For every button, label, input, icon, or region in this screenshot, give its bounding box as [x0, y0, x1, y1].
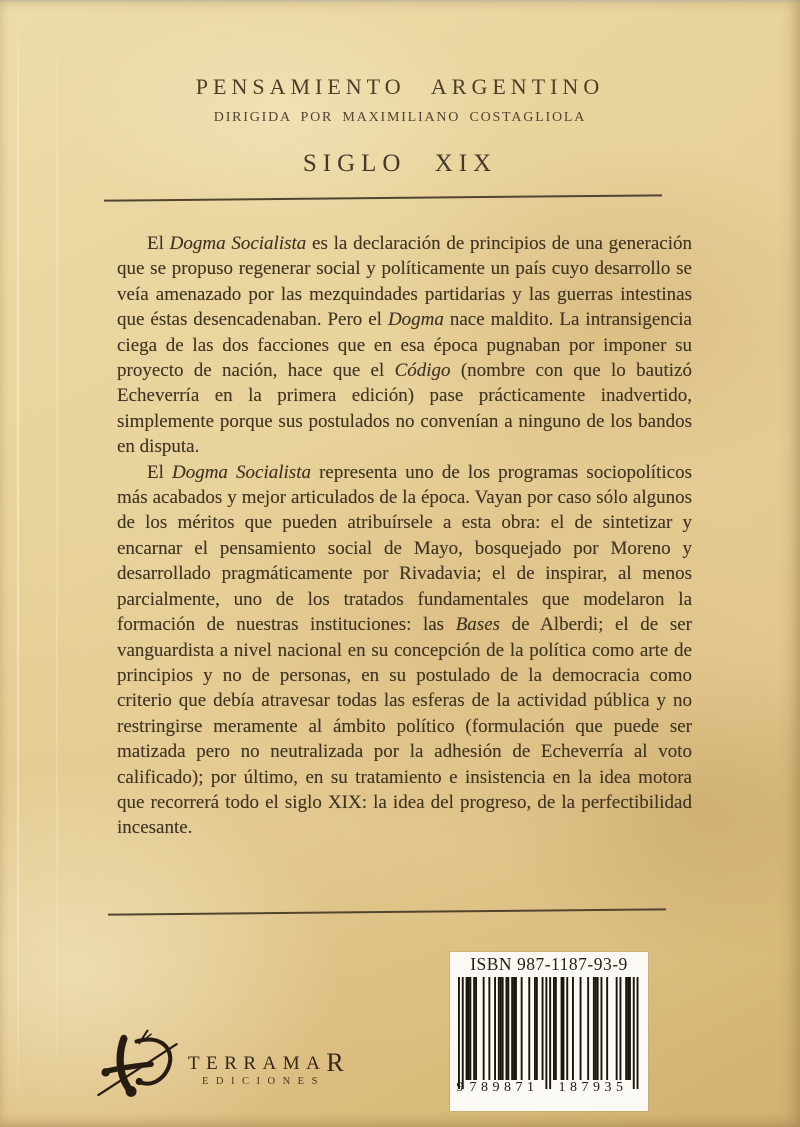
isbn-label: ISBN 987-1187-93-9 [470, 954, 628, 974]
ean13-barcode [454, 977, 644, 1091]
publisher-name-main: TERRAMA [188, 1053, 327, 1074]
isbn-barcode-block [450, 952, 648, 1111]
volume-title: SIGLO XIX [302, 150, 498, 177]
series-director: DIRIGIDA POR MAXIMILIANO COSTAGLIOLA [213, 110, 587, 125]
blurb-paragraph-1: El Dogma Socialista es la declaración de principios de una generación que se propuso regenerar social y políticamente un país cuyo desarrollo se veía amenazado por las mezquindades partidarias y las guerras intestinas que éstas desencadenaban. Pero el Dogma nace maldito. La intransigencia ciega de las dos facciones que en esa época pugnaban por imponer su proyecto de nación, hace que el Código (nombre con que lo bautizó Echeverría en la primera edición) pase prácticamente inadvertido, simplemente porque sus postulados no convenían a ninguno de los bandos en disputa. [117, 233, 692, 458]
back-cover-blurb [117, 231, 692, 841]
series-title: PENSAMIENTO ARGENTINO [195, 74, 605, 99]
publisher-name-final: R [326, 1048, 344, 1077]
publisher-subname: EDICIONES [202, 1076, 325, 1087]
ean-digit-group: 789871 [469, 1080, 539, 1095]
blurb-paragraph-2: El Dogma Socialista representa uno de los programas sociopolíticos más acabados y mejor articulados de la época. Vayan por caso sólo algunos de los méritos que pueden atribuírsele a esta obra: el de sintetizar y encarnar el pensamiento social de Mayo, bosquejado por Moreno y desarrollado pragmáticamente por Rivadavia; el de inspirar, al menos parcialmente, uno de los tratados fundamentales que modelaron la formación de nuestras instituciones: las Bases de Alberdi; el de ser vanguardista a nivel nacional en su concepción de la política como arte de principios y no de personas, en su postulado de la democracia como criterio que debía atravesar todas las esferas de la actividad pública y no restringirse meramente al ámbito político (formulación que puede ser matizada pero no neutralizada por la adhesión de Echeverría al voto calificado); por último, en su tratamiento e insistencia en la idea motora que recorrerá todo el siglo XIX: la idea del progreso, de la perfectibilidad incesante. [117, 461, 692, 839]
ean-digit-group: 187935 [558, 1080, 628, 1095]
terramar-monogram-icon [96, 1026, 188, 1106]
publisher-name [188, 1048, 344, 1078]
divider-top [104, 194, 662, 201]
ean-digit-group: 9 [456, 1080, 464, 1095]
publisher-logo [96, 1024, 356, 1110]
divider-bottom [108, 908, 666, 915]
